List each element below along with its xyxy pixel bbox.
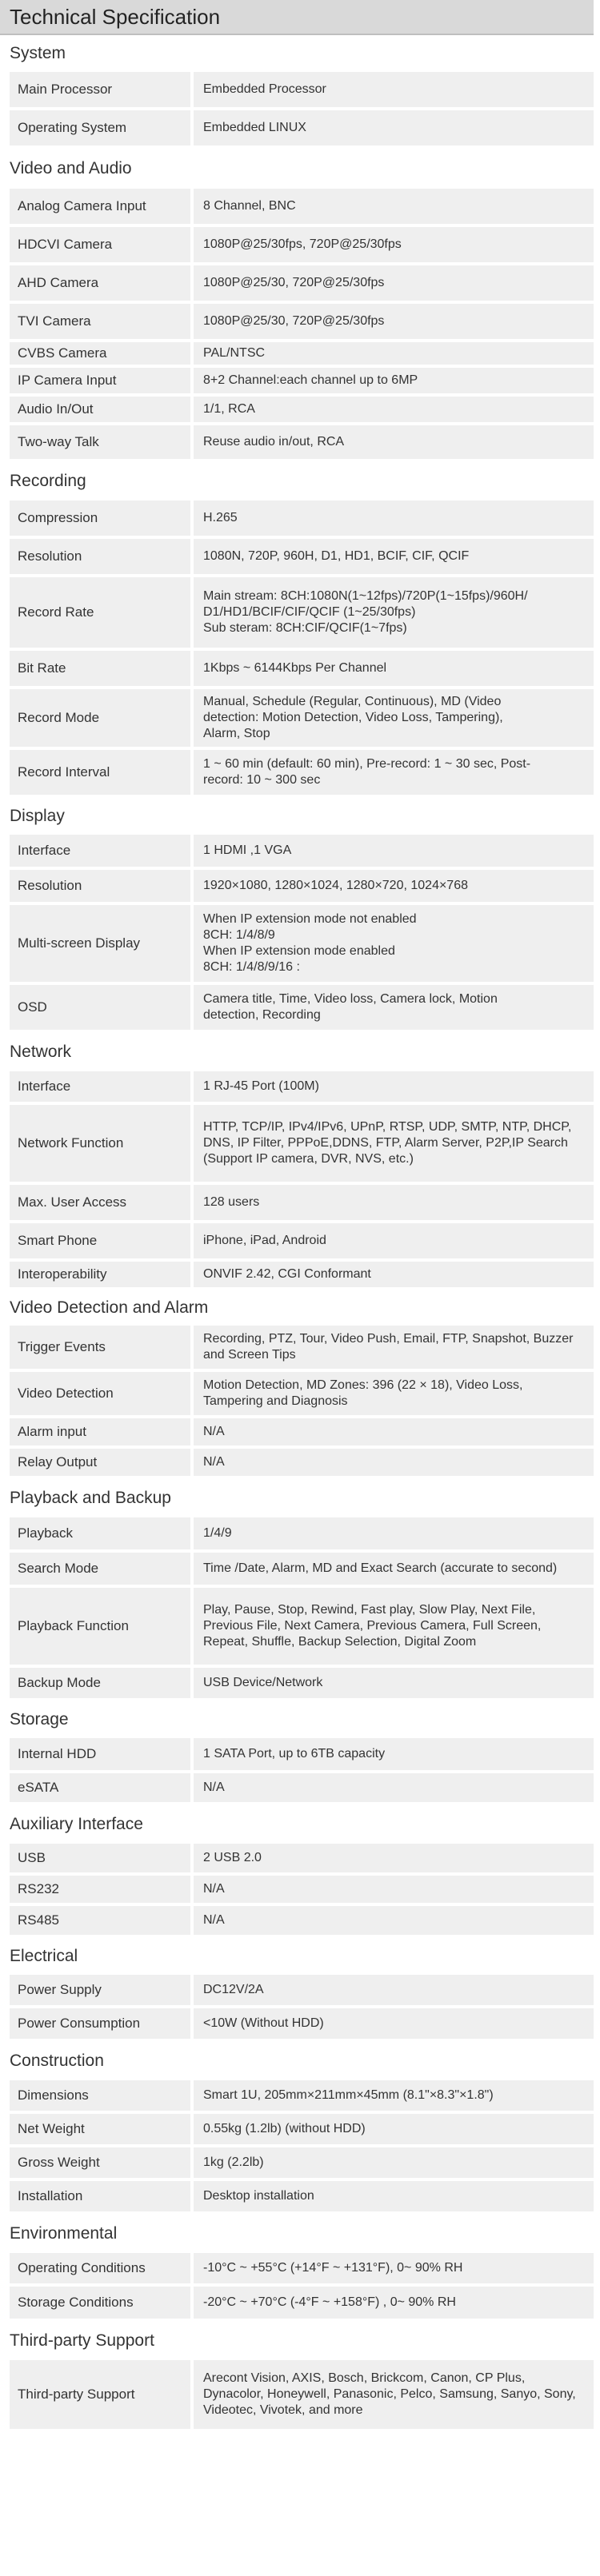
spec-row bbox=[10, 1668, 594, 1701]
spec-row bbox=[10, 750, 594, 798]
spec-value: -20°C ~ +70°C (-4°F ~ +158°F) , 0~ 90% RH bbox=[194, 2287, 594, 2319]
section-heading: Video Detection and Alarm bbox=[10, 1298, 209, 1317]
spec-row bbox=[10, 1738, 594, 1773]
spec-label: Interface bbox=[10, 1071, 194, 1102]
section-heading: Environmental bbox=[10, 2224, 118, 2243]
spec-value: 1080P@25/30, 720P@25/30fps bbox=[194, 265, 594, 301]
spec-row bbox=[10, 651, 594, 689]
spec-label: Operating System bbox=[10, 110, 194, 146]
spec-row bbox=[10, 835, 594, 870]
section-heading: Auxiliary Interface bbox=[10, 1815, 143, 1833]
spec-label: Video Detection bbox=[10, 1372, 194, 1415]
spec-value: Desktop installation bbox=[194, 2181, 594, 2211]
spec-row bbox=[10, 1844, 594, 1876]
spec-value: 1080P@25/30, 720P@25/30fps bbox=[194, 304, 594, 339]
section-heading: Recording bbox=[10, 472, 86, 490]
spec-value: 1/4/9 bbox=[194, 1517, 594, 1549]
spec-label: Third-party Support bbox=[10, 2360, 194, 2429]
spec-value: Recording, PTZ, Tour, Video Push, Email, FTP, Snapshot, Buzzer and Screen Tips bbox=[194, 1326, 594, 1369]
spec-label: Internal HDD bbox=[10, 1738, 194, 1770]
spec-row bbox=[10, 110, 594, 149]
spec-value: 1kg (2.2lb) bbox=[194, 2147, 594, 2178]
spec-value: N/A bbox=[194, 1906, 594, 1935]
spec-label: Max. User Access bbox=[10, 1185, 194, 1220]
spec-value: 1920×1080, 1280×1024, 1280×720, 1024×768 bbox=[194, 870, 594, 902]
spec-value: 1 RJ-45 Port (100M) bbox=[194, 1071, 594, 1102]
spec-value: Embedded LINUX bbox=[194, 110, 594, 146]
spec-value: 1 SATA Port, up to 6TB capacity bbox=[194, 1738, 594, 1770]
spec-label: Alarm input bbox=[10, 1418, 194, 1446]
spec-value: When IP extension mode not enabled 8CH: 1/4/8/9 When IP extension mode enabled 8CH: 1/4/8/9/16 : bbox=[194, 905, 594, 982]
spec-row bbox=[10, 368, 594, 397]
spec-label: Power Supply bbox=[10, 1975, 194, 2005]
spec-value: N/A bbox=[194, 1418, 594, 1446]
spec-row bbox=[10, 1372, 594, 1418]
spec-label: Resolution bbox=[10, 870, 194, 902]
spec-value: <10W (Without HDD) bbox=[194, 2008, 594, 2039]
spec-value: Main stream: 8CH:1080N(1~12fps)/720P(1~15fps)/960H/ D1/HD1/BCIF/CIF/QCIF (1~25/30fps) Sub steram: 8CH:CIF/QCIF(1~7fps) bbox=[194, 577, 594, 648]
spec-label: RS232 bbox=[10, 1876, 194, 1903]
spec-row bbox=[10, 2114, 594, 2147]
spec-value: Arecont Vision, AXIS, Bosch, Brickcom, Canon, CP Plus, Dynacolor, Honeywell, Panasonic, Pelco, Samsung, Sanyo, Sony, Videotec, Vivotek, and more bbox=[194, 2360, 594, 2429]
spec-value: Manual, Schedule (Regular, Continuous), MD (Video detection: Motion Detection, Video Loss, Tampering), Alarm, Stop bbox=[194, 689, 594, 747]
spec-row bbox=[10, 2287, 594, 2322]
spec-label: Network Function bbox=[10, 1105, 194, 1182]
section-heading: Video and Audio bbox=[10, 159, 132, 177]
spec-row bbox=[10, 1105, 594, 1185]
spec-row bbox=[10, 870, 594, 905]
spec-row bbox=[10, 577, 594, 651]
spec-row bbox=[10, 1906, 594, 1938]
spec-value: Reuse audio in/out, RCA bbox=[194, 425, 594, 459]
spec-row bbox=[10, 2008, 594, 2042]
spec-row bbox=[10, 1975, 594, 2008]
spec-value: 2 USB 2.0 bbox=[194, 1844, 594, 1872]
spec-row bbox=[10, 1418, 594, 1449]
spec-value: 1080N, 720P, 960H, D1, HD1, BCIF, CIF, QCIF bbox=[194, 539, 594, 574]
section-heading: System bbox=[10, 44, 66, 62]
spec-row bbox=[10, 265, 594, 304]
spec-label: RS485 bbox=[10, 1906, 194, 1935]
spec-value: 1/1, RCA bbox=[194, 397, 594, 422]
section-heading: Display bbox=[10, 807, 65, 825]
spec-value: USB Device/Network bbox=[194, 1668, 594, 1698]
section-heading: Construction bbox=[10, 2052, 104, 2070]
section-heading: Network bbox=[10, 1043, 72, 1061]
spec-row bbox=[10, 1553, 594, 1588]
spec-value: N/A bbox=[194, 1449, 594, 1476]
spec-row bbox=[10, 2253, 594, 2287]
spec-row bbox=[10, 2080, 594, 2114]
spec-value: Time /Date, Alarm, MD and Exact Search (accurate to second) bbox=[194, 1553, 594, 1585]
spec-value: iPhone, iPad, Android bbox=[194, 1223, 594, 1258]
spec-label: Record Rate bbox=[10, 577, 194, 648]
spec-row bbox=[10, 72, 594, 110]
spec-row bbox=[10, 1876, 594, 1906]
spec-row bbox=[10, 500, 594, 539]
spec-table bbox=[0, 35, 600, 2432]
spec-row bbox=[10, 1262, 594, 1290]
spec-value: N/A bbox=[194, 1876, 594, 1903]
spec-label: Interoperability bbox=[10, 1262, 194, 1287]
spec-label: Audio In/Out bbox=[10, 397, 194, 422]
spec-row bbox=[10, 1773, 594, 1805]
spec-value: Play, Pause, Stop, Rewind, Fast play, Slow Play, Next File, Previous File, Next Camera, Previous Camera, Full Screen, Repeat, Shuffle, Backup Selection, Digital Zoom bbox=[194, 1588, 594, 1665]
spec-value: ONVIF 2.42, CGI Conformant bbox=[194, 1262, 594, 1287]
spec-label: Search Mode bbox=[10, 1553, 194, 1585]
spec-label: Multi-screen Display bbox=[10, 905, 194, 982]
spec-row bbox=[10, 397, 594, 425]
spec-label: HDCVI Camera bbox=[10, 227, 194, 262]
spec-row bbox=[10, 342, 594, 368]
spec-value: 1080P@25/30fps, 720P@25/30fps bbox=[194, 227, 594, 262]
spec-row bbox=[10, 304, 594, 342]
spec-label: Net Weight bbox=[10, 2114, 194, 2144]
spec-value: HTTP, TCP/IP, IPv4/IPv6, UPnP, RTSP, UDP, SMTP, NTP, DHCP, DNS, IP Filter, PPPoE,DDNS, FTP, Alarm Server, P2P,IP Search (Support IP camera, DVR, NVS, etc.) bbox=[194, 1105, 594, 1182]
spec-label: Record Mode bbox=[10, 689, 194, 747]
spec-label: Two-way Talk bbox=[10, 425, 194, 459]
section-heading: Third-party Support bbox=[10, 2331, 154, 2350]
spec-row bbox=[10, 189, 594, 227]
spec-label: Power Consumption bbox=[10, 2008, 194, 2039]
spec-value: 1Kbps ~ 6144Kbps Per Channel bbox=[194, 651, 594, 686]
spec-row bbox=[10, 1517, 594, 1553]
section-heading: Electrical bbox=[10, 1947, 78, 1965]
spec-label: Gross Weight bbox=[10, 2147, 194, 2178]
spec-label: IP Camera Input bbox=[10, 368, 194, 393]
spec-value: 128 users bbox=[194, 1185, 594, 1220]
page-title: Technical Specification bbox=[0, 0, 594, 35]
spec-value: PAL/NTSC bbox=[194, 342, 594, 365]
spec-row bbox=[10, 1185, 594, 1223]
spec-value: Embedded Processor bbox=[194, 72, 594, 107]
spec-row bbox=[10, 227, 594, 265]
spec-row bbox=[10, 905, 594, 985]
spec-row bbox=[10, 1449, 594, 1479]
spec-value: Camera title, Time, Video loss, Camera lock, Motion detection, Recording bbox=[194, 985, 594, 1030]
spec-row bbox=[10, 2360, 594, 2432]
spec-label: Dimensions bbox=[10, 2080, 194, 2111]
spec-label: Compression bbox=[10, 500, 194, 536]
spec-label: eSATA bbox=[10, 1773, 194, 1802]
spec-value: -10°C ~ +55°C (+14°F ~ +131°F), 0~ 90% RH bbox=[194, 2253, 594, 2283]
spec-value: N/A bbox=[194, 1773, 594, 1802]
spec-row bbox=[10, 985, 594, 1033]
spec-value: H.265 bbox=[194, 500, 594, 536]
spec-row bbox=[10, 425, 594, 462]
spec-row bbox=[10, 1588, 594, 1668]
spec-label: TVI Camera bbox=[10, 304, 194, 339]
spec-label: Bit Rate bbox=[10, 651, 194, 686]
spec-row bbox=[10, 2147, 594, 2181]
spec-value: 1 HDMI ,1 VGA bbox=[194, 835, 594, 867]
spec-label: Trigger Events bbox=[10, 1326, 194, 1369]
spec-value: 1 ~ 60 min (default: 60 min), Pre-record: 1 ~ 30 sec, Post- record: 10 ~ 300 sec bbox=[194, 750, 594, 795]
spec-label: AHD Camera bbox=[10, 265, 194, 301]
spec-label: Resolution bbox=[10, 539, 194, 574]
spec-row bbox=[10, 689, 594, 750]
spec-row bbox=[10, 2181, 594, 2215]
spec-value: Smart 1U, 205mm×211mm×45mm (8.1"×8.3"×1.8") bbox=[194, 2080, 594, 2111]
spec-label: Installation bbox=[10, 2181, 194, 2211]
spec-row bbox=[10, 539, 594, 577]
spec-value: Motion Detection, MD Zones: 396 (22 × 18), Video Loss, Tampering and Diagnosis bbox=[194, 1372, 594, 1415]
spec-label: Storage Conditions bbox=[10, 2287, 194, 2319]
spec-label: Backup Mode bbox=[10, 1668, 194, 1698]
spec-label: Record Interval bbox=[10, 750, 194, 795]
spec-label: Smart Phone bbox=[10, 1223, 194, 1258]
spec-value: DC12V/2A bbox=[194, 1975, 594, 2005]
spec-row bbox=[10, 1326, 594, 1372]
spec-label: Playback Function bbox=[10, 1588, 194, 1665]
spec-label: Main Processor bbox=[10, 72, 194, 107]
spec-label: Playback bbox=[10, 1517, 194, 1549]
spec-value: 8+2 Channel:each channel up to 6MP bbox=[194, 368, 594, 393]
spec-label: USB bbox=[10, 1844, 194, 1872]
spec-label: Interface bbox=[10, 835, 194, 867]
spec-row bbox=[10, 1071, 594, 1105]
spec-value: 0.55kg (1.2lb) (without HDD) bbox=[194, 2114, 594, 2144]
spec-label: OSD bbox=[10, 985, 194, 1030]
section-heading: Playback and Backup bbox=[10, 1489, 171, 1507]
section-heading: Storage bbox=[10, 1710, 69, 1729]
spec-value: 8 Channel, BNC bbox=[194, 189, 594, 224]
spec-label: Analog Camera Input bbox=[10, 189, 194, 224]
spec-label: Relay Output bbox=[10, 1449, 194, 1476]
spec-row bbox=[10, 1223, 594, 1262]
spec-label: Operating Conditions bbox=[10, 2253, 194, 2283]
spec-label: CVBS Camera bbox=[10, 342, 194, 365]
